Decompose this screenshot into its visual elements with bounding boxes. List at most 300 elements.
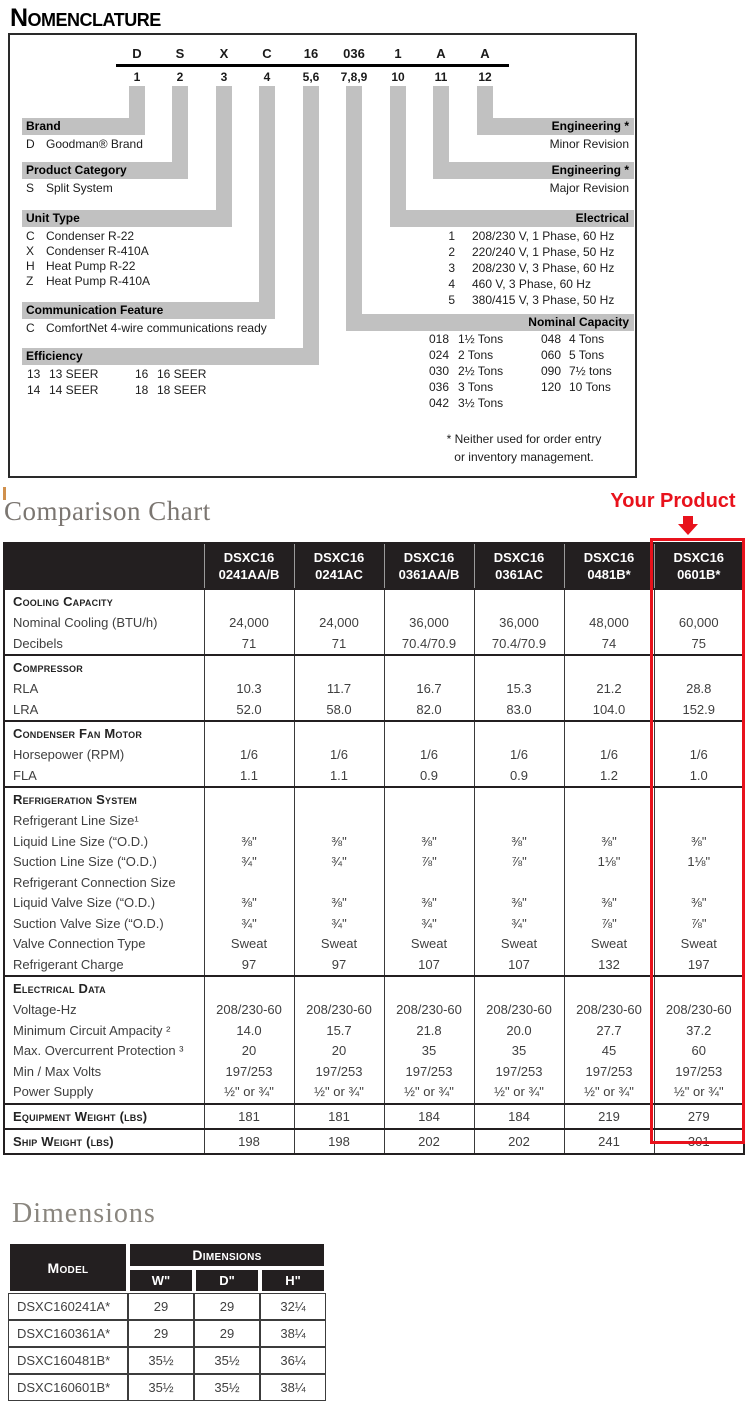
value-cell xyxy=(204,721,294,745)
model-cell: DSXC160601B* xyxy=(8,1374,128,1401)
value-cell: 21.8 xyxy=(384,1021,474,1042)
model-column-header: DSXC16 0601B* xyxy=(654,543,744,589)
value-cell: 1.1 xyxy=(294,766,384,788)
spec-row xyxy=(4,1000,744,1021)
dimensions-group-header: Dimensions xyxy=(128,1242,326,1268)
item-text: 2½ Tons xyxy=(458,364,504,378)
nomenclature-diagram xyxy=(8,33,637,478)
value-cell: ⅜" xyxy=(384,832,474,853)
value-cell: ½" or ¾" xyxy=(564,1082,654,1104)
code-position: 4 xyxy=(263,70,271,84)
value-cell xyxy=(654,811,744,832)
spec-row xyxy=(4,893,744,914)
code-position: 11 xyxy=(434,70,448,84)
value-cell: 97 xyxy=(294,955,384,977)
value-cell: 279 xyxy=(654,1104,744,1129)
height-column-header: H" xyxy=(260,1268,326,1293)
spec-row xyxy=(4,766,744,788)
section-row xyxy=(4,655,744,679)
item-text: Heat Pump R-22 xyxy=(46,259,136,273)
value-cell: 1/6 xyxy=(294,745,384,766)
value-cell: 82.0 xyxy=(384,700,474,722)
value-cell: 14.0 xyxy=(204,1021,294,1042)
item-code: 13 xyxy=(27,367,41,381)
item-code: Z xyxy=(26,274,34,288)
section-header-electrical: Electrical xyxy=(390,210,634,227)
spec-row xyxy=(4,832,744,853)
spec-row xyxy=(4,1041,744,1062)
value-cell: 301 xyxy=(654,1129,744,1154)
value-cell xyxy=(654,589,744,613)
height-cell: 38¼ xyxy=(260,1374,326,1401)
value-cell: 35 xyxy=(474,1041,564,1062)
value-cell: 45 xyxy=(564,1041,654,1062)
row-label: Suction Valve Size (“O.D.) xyxy=(13,915,164,931)
dimension-row xyxy=(8,1320,326,1347)
depth-cell: 35½ xyxy=(194,1374,260,1401)
depth-column-header: D" xyxy=(194,1268,260,1293)
section-header-engineering-major: Engineering * xyxy=(433,162,634,179)
item-code: S xyxy=(26,181,35,195)
section-label: Electrical Data xyxy=(4,976,204,1000)
model-column-header: DSXC16 0481B* xyxy=(564,543,654,589)
value-cell xyxy=(294,787,384,811)
value-cell xyxy=(474,787,564,811)
value-cell xyxy=(384,721,474,745)
value-cell xyxy=(384,976,474,1000)
section-row xyxy=(4,976,744,1000)
spec-row xyxy=(4,914,744,935)
value-cell: 27.7 xyxy=(564,1021,654,1042)
value-cell: 58.0 xyxy=(294,700,384,722)
value-cell: 107 xyxy=(474,955,564,977)
spec-row xyxy=(4,852,744,873)
code-position: 5,6 xyxy=(302,70,320,84)
value-cell: 1⅛" xyxy=(654,852,744,873)
depth-cell: 29 xyxy=(194,1293,260,1320)
comparison-chart-title: Comparison Chart xyxy=(4,496,211,526)
value-cell: 1/6 xyxy=(564,745,654,766)
section-label: Refrigeration System xyxy=(4,787,204,811)
item-text: Heat Pump R-410A xyxy=(46,274,151,288)
code-char: 036 xyxy=(343,46,365,61)
section-label: Compressor xyxy=(4,655,204,679)
value-cell xyxy=(654,976,744,1000)
value-cell: ⅜" xyxy=(564,893,654,914)
value-cell: 181 xyxy=(204,1104,294,1129)
value-cell: 70.4/70.9 xyxy=(474,634,564,656)
item-code: 060 xyxy=(541,348,562,362)
section-header-efficiency: Efficiency xyxy=(22,348,319,365)
item-code: 18 xyxy=(135,383,149,397)
item-text: 5 Tons xyxy=(569,348,605,362)
code-char: 16 xyxy=(303,46,319,61)
row-label: Minimum Circuit Ampacity ² xyxy=(13,1022,171,1038)
code-position: 7,8,9 xyxy=(340,70,368,84)
value-cell: 74 xyxy=(564,634,654,656)
value-cell xyxy=(654,873,744,894)
value-cell: ⅜" xyxy=(204,893,294,914)
section-header-brand: Brand xyxy=(22,118,145,135)
value-cell: Sweat xyxy=(204,934,294,955)
nominal-capacity-row xyxy=(10,364,635,379)
section-header-product-category: Product Category xyxy=(22,162,188,179)
value-cell: 20 xyxy=(294,1041,384,1062)
section-label: Cooling Capacity xyxy=(4,589,204,613)
item-code: 16 xyxy=(135,367,149,381)
value-cell: 198 xyxy=(294,1129,384,1154)
value-cell: 197/253 xyxy=(204,1062,294,1083)
item-text: 220/240 V, 1 Phase, 50 Hz xyxy=(472,245,615,259)
value-cell: 197/253 xyxy=(564,1062,654,1083)
value-cell xyxy=(204,976,294,1000)
nominal-capacity-row xyxy=(10,348,635,363)
value-cell: 208/230-60 xyxy=(474,1000,564,1021)
item-text: 380/415 V, 3 Phase, 50 Hz xyxy=(472,293,615,307)
item-text: ComfortNet 4-wire communications ready xyxy=(46,321,267,335)
value-cell xyxy=(564,655,654,679)
value-cell: 10.3 xyxy=(204,679,294,700)
spec-row xyxy=(4,1021,744,1042)
item-text: 3½ Tons xyxy=(458,396,504,410)
row-label: Suction Line Size (“O.D.) xyxy=(13,854,157,869)
section-header-communication-feature: Communication Feature xyxy=(22,302,275,319)
model-column-header: DSXC16 0241AC xyxy=(294,543,384,589)
spec-row xyxy=(4,679,744,700)
value-cell: ⅜" xyxy=(474,832,564,853)
spec-row xyxy=(4,873,744,894)
row-label: Decibels xyxy=(13,635,63,651)
value-cell: 24,000 xyxy=(294,613,384,634)
value-cell: 20 xyxy=(204,1041,294,1062)
value-cell: 152.9 xyxy=(654,700,744,722)
value-cell: ⅜" xyxy=(654,832,744,853)
item-text: Goodman® Brand xyxy=(46,137,143,151)
value-cell xyxy=(654,655,744,679)
value-cell: ⅜" xyxy=(384,893,474,914)
item-code: C xyxy=(26,321,35,335)
value-cell: ⅜" xyxy=(654,893,744,914)
item-text: 1½ Tons xyxy=(458,332,504,346)
depth-cell: 29 xyxy=(194,1320,260,1347)
value-cell xyxy=(474,589,564,613)
code-position: 3 xyxy=(220,70,228,84)
code-char: 1 xyxy=(394,46,402,61)
value-cell xyxy=(564,589,654,613)
item-text: Condenser R-410A xyxy=(46,244,149,258)
code-position: 10 xyxy=(391,70,405,84)
model-cell: DSXC160481B* xyxy=(8,1347,128,1374)
value-cell: ⅞" xyxy=(564,914,654,935)
spec-row xyxy=(4,955,744,977)
value-cell xyxy=(384,873,474,894)
row-label: Liquid Valve Size (“O.D.) xyxy=(13,895,156,910)
section-row xyxy=(4,787,744,811)
value-cell: 184 xyxy=(384,1104,474,1129)
item-code: 030 xyxy=(429,364,450,378)
spec-row xyxy=(4,700,744,722)
value-cell: 202 xyxy=(384,1129,474,1154)
value-cell: Sweat xyxy=(474,934,564,955)
comparison-table xyxy=(3,542,745,1155)
value-cell: ¾" xyxy=(204,852,294,873)
value-cell: 197/253 xyxy=(384,1062,474,1083)
value-cell xyxy=(204,655,294,679)
item-code: 090 xyxy=(541,364,562,378)
value-cell: 197 xyxy=(654,955,744,977)
value-cell: 1.0 xyxy=(654,766,744,788)
value-cell: ¾" xyxy=(204,914,294,935)
footnote-line: * Neither used for order entry xyxy=(446,432,602,446)
dimension-row xyxy=(8,1293,326,1320)
value-cell: 48,000 xyxy=(564,613,654,634)
code-char: C xyxy=(262,46,272,61)
spec-row xyxy=(4,745,744,766)
value-cell xyxy=(384,589,474,613)
engineering-minor-item: Minor Revision xyxy=(549,137,629,151)
model-column-header: DSXC16 0361AC xyxy=(474,543,564,589)
item-code: 120 xyxy=(541,380,562,394)
value-cell: 181 xyxy=(294,1104,384,1129)
section-row xyxy=(4,1104,744,1129)
height-cell: 32¼ xyxy=(260,1293,326,1320)
value-cell: 107 xyxy=(384,955,474,977)
value-cell: ⅜" xyxy=(294,832,384,853)
row-label: Max. Overcurrent Protection ³ xyxy=(13,1043,184,1058)
value-cell: 70.4/70.9 xyxy=(384,634,474,656)
row-label: Liquid Line Size (“O.D.) xyxy=(13,833,149,849)
dimensions-table xyxy=(8,1242,326,1401)
value-cell: 197/253 xyxy=(294,1062,384,1083)
value-cell xyxy=(654,721,744,745)
section-header-unit-type: Unit Type xyxy=(22,210,232,227)
value-cell xyxy=(384,811,474,832)
value-cell: 1.2 xyxy=(564,766,654,788)
row-label: FLA xyxy=(13,767,37,783)
item-text: 18 SEER xyxy=(157,383,207,397)
value-cell xyxy=(384,787,474,811)
row-label: Min / Max Volts xyxy=(13,1063,102,1079)
value-cell xyxy=(294,811,384,832)
value-cell: 1/6 xyxy=(654,745,744,766)
value-cell: 15.7 xyxy=(294,1021,384,1042)
value-cell: ½" or ¾" xyxy=(204,1082,294,1104)
item-text: 2 Tons xyxy=(458,348,494,362)
value-cell xyxy=(294,721,384,745)
value-cell: 60 xyxy=(654,1041,744,1062)
width-cell: 35½ xyxy=(128,1347,194,1374)
value-cell: 132 xyxy=(564,955,654,977)
row-label: Refrigerant Connection Size xyxy=(13,874,176,890)
value-cell xyxy=(204,589,294,613)
value-cell: 28.8 xyxy=(654,679,744,700)
code-underline xyxy=(116,64,509,67)
item-code: 14 xyxy=(27,383,41,397)
nomenclature-heading: Nomenclature xyxy=(10,4,161,32)
value-cell: ⅜" xyxy=(474,893,564,914)
value-cell xyxy=(294,976,384,1000)
item-code: D xyxy=(26,137,35,151)
electrical-item xyxy=(10,261,635,276)
code-position: 1 xyxy=(133,70,141,84)
value-cell: ¾" xyxy=(294,914,384,935)
section-label: Equipment Weight (lbs) xyxy=(4,1104,204,1129)
row-label: Refrigerant Charge xyxy=(13,956,124,972)
value-cell: ¾" xyxy=(294,852,384,873)
value-cell: Sweat xyxy=(564,934,654,955)
value-cell: 0.9 xyxy=(474,766,564,788)
code-char: X xyxy=(219,46,229,61)
connector-bar xyxy=(390,86,406,227)
item-code: C xyxy=(26,229,35,243)
item-text: 3 Tons xyxy=(458,380,494,394)
row-label: Horsepower (RPM) xyxy=(13,747,125,762)
item-text: Split System xyxy=(46,181,113,195)
item-code: 042 xyxy=(429,396,450,410)
model-cell: DSXC160241A* xyxy=(8,1293,128,1320)
value-cell xyxy=(564,811,654,832)
value-cell: 60,000 xyxy=(654,613,744,634)
item-code: 4 xyxy=(448,277,455,291)
model-column-header: DSXC16 0361AA/B xyxy=(384,543,474,589)
item-text: 10 Tons xyxy=(569,380,611,394)
value-cell: ⅜" xyxy=(294,893,384,914)
item-code: X xyxy=(26,244,35,258)
value-cell: Sweat xyxy=(654,934,744,955)
value-cell: ⅞" xyxy=(474,852,564,873)
value-cell: 1/6 xyxy=(204,745,294,766)
code-position: 12 xyxy=(478,70,492,84)
dimension-row xyxy=(8,1347,326,1374)
comparison-header-row xyxy=(4,543,744,589)
item-code: 018 xyxy=(429,332,450,346)
value-cell: 197/253 xyxy=(654,1062,744,1083)
item-text: 16 SEER xyxy=(157,367,207,381)
down-arrow-icon xyxy=(678,516,698,536)
value-cell: 21.2 xyxy=(564,679,654,700)
nominal-capacity-row xyxy=(10,380,635,395)
value-cell: 20.0 xyxy=(474,1021,564,1042)
section-row xyxy=(4,589,744,613)
model-column-header: Model xyxy=(8,1242,128,1293)
row-label: RLA xyxy=(13,681,39,696)
value-cell: 208/230-60 xyxy=(294,1000,384,1021)
row-label: Voltage-Hz xyxy=(13,1002,77,1017)
code-char: A xyxy=(480,46,490,61)
value-cell: 219 xyxy=(564,1104,654,1129)
value-cell: 97 xyxy=(204,955,294,977)
value-cell: ⅜" xyxy=(204,832,294,853)
item-text: 460 V, 3 Phase, 60 Hz xyxy=(472,277,591,291)
value-cell xyxy=(564,976,654,1000)
spec-row xyxy=(4,934,744,955)
value-cell: ½" or ¾" xyxy=(384,1082,474,1104)
item-code: 2 xyxy=(448,245,455,259)
value-cell xyxy=(474,655,564,679)
code-char: D xyxy=(132,46,142,61)
item-code: 5 xyxy=(448,293,455,307)
value-cell: 83.0 xyxy=(474,700,564,722)
value-cell xyxy=(474,721,564,745)
row-label: Refrigerant Line Size¹ xyxy=(13,813,139,828)
value-cell: 202 xyxy=(474,1129,564,1154)
engineering-major-item: Major Revision xyxy=(549,181,629,195)
value-cell xyxy=(384,655,474,679)
value-cell: 1/6 xyxy=(474,745,564,766)
model-column-header: DSXC16 0241AA/B xyxy=(204,543,294,589)
row-label: Power Supply xyxy=(13,1084,94,1099)
item-code: 3 xyxy=(448,261,455,275)
footnote-line: or inventory management. xyxy=(454,450,594,464)
value-cell: ⅞" xyxy=(654,914,744,935)
value-cell: 208/230-60 xyxy=(564,1000,654,1021)
value-cell: ¾" xyxy=(384,914,474,935)
height-cell: 38¼ xyxy=(260,1320,326,1347)
dimensions-heading: Dimensions xyxy=(12,1198,156,1229)
value-cell: 71 xyxy=(294,634,384,656)
item-text: 13 SEER xyxy=(49,367,99,381)
value-cell: Sweat xyxy=(294,934,384,955)
value-cell: 0.9 xyxy=(384,766,474,788)
corner-cell xyxy=(4,543,204,589)
nominal-capacity-row xyxy=(10,332,635,347)
value-cell xyxy=(294,873,384,894)
value-cell: 36,000 xyxy=(474,613,564,634)
item-text: 14 SEER xyxy=(49,383,99,397)
value-cell: ½" or ¾" xyxy=(294,1082,384,1104)
code-char: S xyxy=(175,46,185,61)
item-text: 4 Tons xyxy=(569,332,605,346)
code-position: 2 xyxy=(176,70,184,84)
item-text: 208/230 V, 1 Phase, 60 Hz xyxy=(472,229,615,243)
value-cell xyxy=(474,976,564,1000)
item-text: 7½ tons xyxy=(569,364,612,378)
value-cell xyxy=(204,787,294,811)
item-code: 036 xyxy=(429,380,450,394)
value-cell xyxy=(564,721,654,745)
section-row xyxy=(4,721,744,745)
value-cell: ⅜" xyxy=(564,832,654,853)
value-cell xyxy=(474,873,564,894)
electrical-item xyxy=(10,293,635,308)
value-cell: ½" or ¾" xyxy=(654,1082,744,1104)
row-label: Valve Connection Type xyxy=(13,936,146,951)
value-cell: 36,000 xyxy=(384,613,474,634)
height-cell: 36¼ xyxy=(260,1347,326,1374)
section-label: Ship Weight (lbs) xyxy=(4,1129,204,1154)
value-cell: 1⅛" xyxy=(564,852,654,873)
value-cell: 11.7 xyxy=(294,679,384,700)
dimensions-header-row xyxy=(8,1242,326,1268)
spec-row xyxy=(4,1062,744,1083)
item-code: 048 xyxy=(541,332,562,346)
width-cell: 29 xyxy=(128,1320,194,1347)
width-column-header: W" xyxy=(128,1268,194,1293)
value-cell: 24,000 xyxy=(204,613,294,634)
value-cell: ⅞" xyxy=(384,852,474,873)
spec-row xyxy=(4,634,744,656)
width-cell: 29 xyxy=(128,1293,194,1320)
value-cell: 1/6 xyxy=(384,745,474,766)
value-cell: 241 xyxy=(564,1129,654,1154)
value-cell xyxy=(654,787,744,811)
value-cell xyxy=(294,589,384,613)
electrical-item xyxy=(10,245,635,260)
code-char: A xyxy=(436,46,446,61)
value-cell: 75 xyxy=(654,634,744,656)
electrical-item xyxy=(10,277,635,292)
value-cell: 71 xyxy=(204,634,294,656)
